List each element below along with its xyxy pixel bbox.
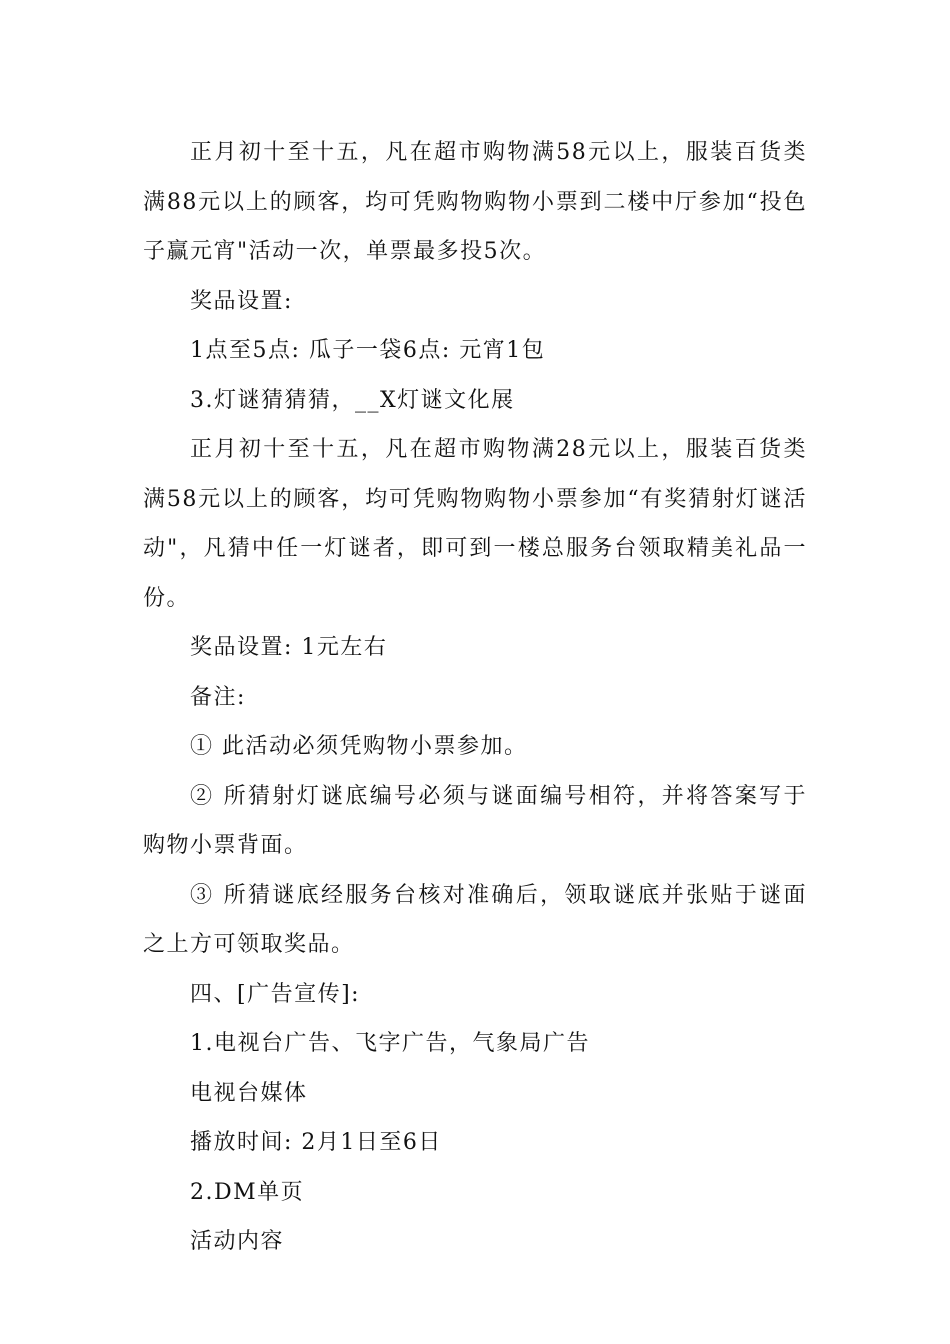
paragraph-tv-advertising: 1.电视台广告、飞字广告，气象局广告 [190,1031,590,1056]
paragraph-tv-media: 电视台媒体 [190,1080,308,1106]
paragraph-lantern-riddle-heading: 3.灯谜猜猜猜，__X灯谜文化展 [190,387,515,413]
paragraph-dm-flyer: 2.DM单页 [190,1179,305,1205]
document-body [143,128,807,1267]
paragraph-activity-content: 活动内容 [190,1229,285,1254]
paragraph-note-3: ③ 所猜谜底经服务台核对准确后，领取谜底并张贴于谜面之上方可领取奖品。 [143,882,807,957]
paragraph-riddle-prize-setting: 奖品设置: 1元左右 [190,635,388,660]
paragraph-lantern-riddle-activity: 正月初十至十五，凡在超市购物满28元以上，服装百货类满58元以上的顾客，均可凭购物购物小票参加“有奖猜射灯谜活动"，凡猜中任一灯谜者，即可到一楼总服务台领取精美礼品一份。 [143,437,807,611]
paragraph-notes-heading: 备注: [190,684,246,710]
paragraph-advertising-heading: 四、[广告宣传]: [190,981,361,1007]
paragraph-note-1: ① 此活动必须凭购物小票参加。 [190,734,528,759]
paragraph-dice-prizes: 1点至5点: 瓜子一袋6点: 元宵1包 [190,338,546,363]
paragraph-broadcast-time: 播放时间: 2月1日至6日 [190,1130,442,1155]
paragraph-note-2: ② 所猜射灯谜底编号必须与谜面编号相符，并将答案写于购物小票背面。 [143,783,807,858]
paragraph-lantern-dice-activity: 正月初十至十五，凡在超市购物满58元以上，服装百货类满88元以上的顾客，均可凭购物购物小票到二楼中厅参加“投色子赢元宵"活动一次，单票最多投5次。 [143,140,807,264]
paragraph-prize-setting-heading: 奖品设置: [190,288,293,314]
